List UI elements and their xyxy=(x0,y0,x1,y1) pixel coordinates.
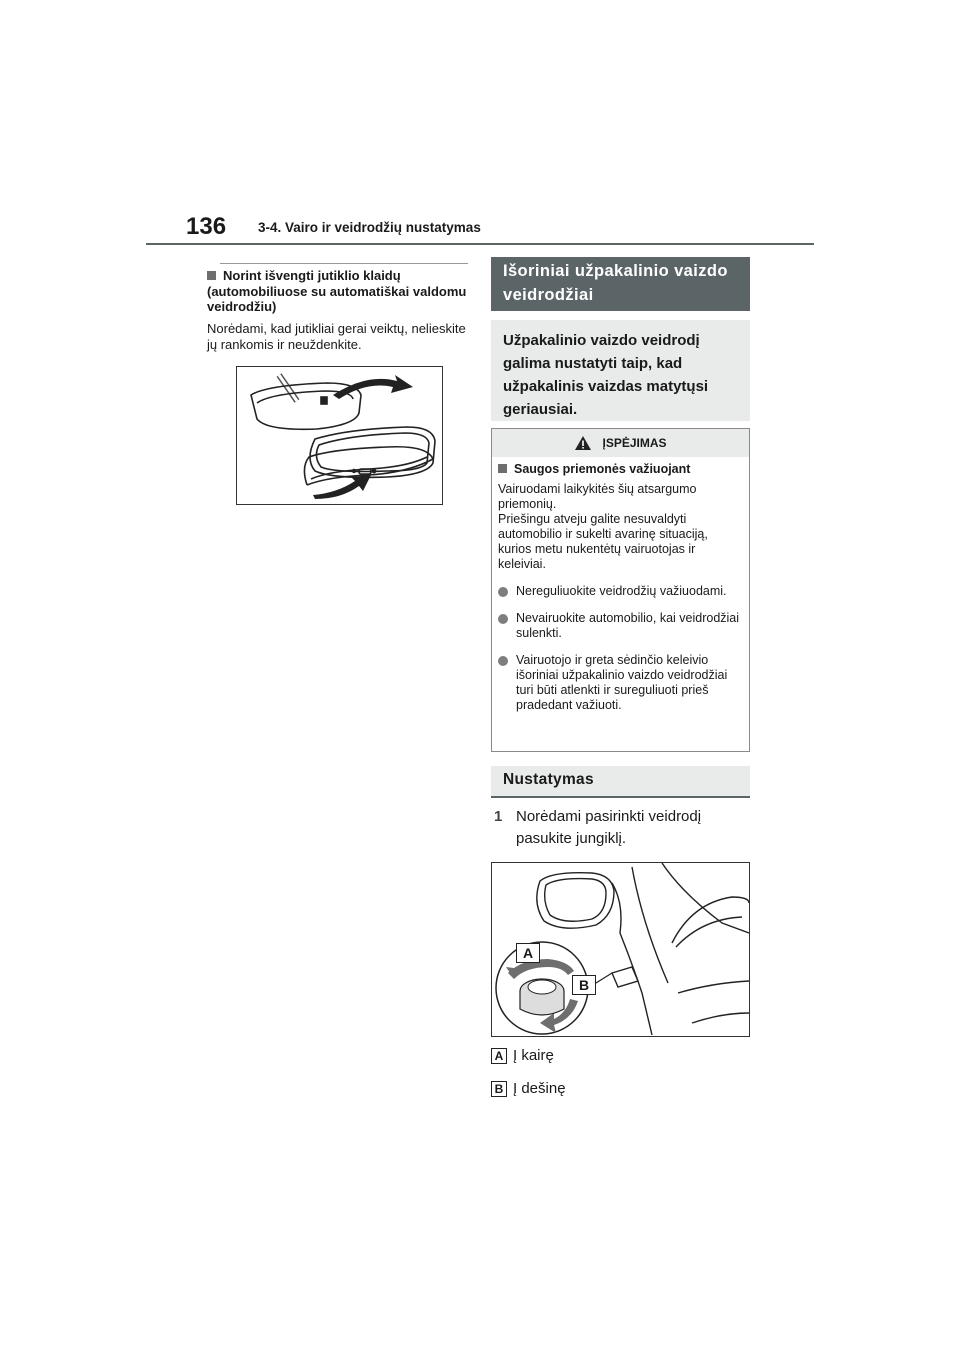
warning-header xyxy=(492,429,749,457)
warning-subheading-text: Saugos priemonės važiuojant xyxy=(514,462,691,476)
bullet-dot-icon xyxy=(498,656,508,666)
callout-a-label: A xyxy=(516,943,540,963)
warning-triangle-icon xyxy=(574,435,592,451)
step-1 xyxy=(491,806,750,850)
legend-b-text: Į dešinę xyxy=(513,1080,566,1097)
warning-title: ĮSPĖJIMAS xyxy=(602,436,667,450)
legend-a-key: A xyxy=(491,1048,507,1064)
bullet-dot-icon xyxy=(498,614,508,624)
warning-bullet xyxy=(498,611,743,641)
mirror-sensor-figure xyxy=(236,366,443,505)
warning-bullet-text: Nevairuokite automobilio, kai veidrodžiai sulenkti. xyxy=(516,611,740,640)
section-title: 3-4. Vairo ir veidrodžių nustatymas xyxy=(258,220,481,235)
adjust-heading: Nustatymas xyxy=(491,766,750,798)
warning-bullet xyxy=(498,653,743,713)
rearview-mirror-illustration xyxy=(237,367,442,504)
note-rule xyxy=(220,263,468,264)
header-rule xyxy=(146,243,814,245)
square-bullet-icon xyxy=(498,464,507,473)
warning-intro: Vairuodami laikykitės šių atsargumo priemonių. xyxy=(498,482,697,511)
outside-mirrors-heading: Išoriniai užpakalinio vaizdo veidrodžiai xyxy=(491,257,750,311)
note-heading xyxy=(207,268,469,315)
bullet-dot-icon xyxy=(498,587,508,597)
legend-a-text: Į kairę xyxy=(513,1047,554,1064)
warning-bullet-text: Nereguliuokite veidrodžių važiuodami. xyxy=(516,584,727,598)
callout-b-label: B xyxy=(572,975,596,995)
warning-intro-2: Priešingu atveju galite nesuvaldyti automobilio ir sukelti avarinę situaciją, kurios metu nukentėtų vairuotojas ir keleiviai. xyxy=(498,512,708,571)
legend-a xyxy=(491,1047,554,1064)
legend-b-key: B xyxy=(491,1081,507,1097)
summary-box: Užpakalinio vaizdo veidrodį galima nustatyti taip, kad užpakalinis vaizdas matytųsi geriausiai. xyxy=(491,320,750,421)
warning-bullet-text: Vairuotojo ir greta sėdinčio keleivio išoriniai užpakalinio vaizdo veidrodžiai turi būti atlenkti ir sureguliuoti prieš pradedant važiuoti. xyxy=(516,653,728,712)
note-body: Norėdami, kad jutikliai gerai veiktų, nelieskite jų rankomis ir neuždenkite. xyxy=(207,321,466,352)
warning-box xyxy=(491,428,750,752)
square-bullet-icon xyxy=(207,271,216,280)
step-number: 1 xyxy=(494,808,503,825)
warning-bullet xyxy=(498,584,743,599)
legend-b xyxy=(491,1080,566,1097)
note-heading-text: Norint išvengti jutiklio klaidų (automobiliuose su automatiškai valdomu veidrodžiu) xyxy=(207,268,467,314)
mirror-switch-figure xyxy=(491,862,750,1037)
page-number: 136 xyxy=(186,213,227,240)
warning-subheading xyxy=(498,462,743,477)
step-text: Norėdami pasirinkti veidrodį pasukite jungiklį. xyxy=(516,808,702,847)
